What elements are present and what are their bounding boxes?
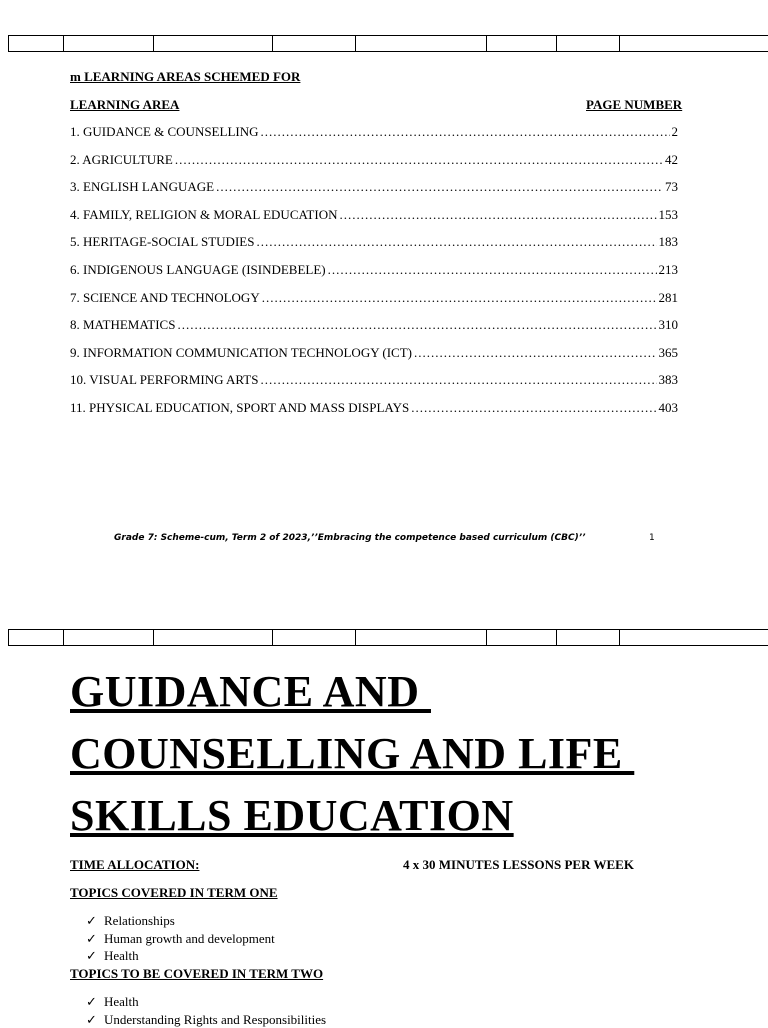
- learning-area-column-header: LEARNING AREA: [70, 97, 179, 113]
- toc-entry-page: 73: [665, 179, 678, 195]
- toc-entry: [70, 124, 678, 140]
- toc-entry-page: 213: [659, 262, 679, 278]
- check-icon: ✓: [86, 993, 104, 1011]
- list-item: ✓ Human growth and development: [86, 930, 275, 948]
- toc-entry-label: 11. PHYSICAL EDUCATION, SPORT AND MASS DISPLAYS: [70, 400, 409, 416]
- toc-heading: m LEARNING AREAS SCHEMED FOR: [70, 69, 300, 85]
- dot-leader: [260, 372, 656, 388]
- list-item: ✓ Health: [86, 947, 275, 965]
- toc-entry-page: 183: [659, 234, 679, 250]
- dot-leader: [414, 345, 657, 361]
- toc-entry-label: 4. FAMILY, RELIGION & MORAL EDUCATION: [70, 207, 337, 223]
- term-one-heading: TOPICS COVERED IN TERM ONE: [70, 885, 278, 901]
- toc-entry: [70, 179, 678, 195]
- list-item: ✓ Understanding Rights and Responsibilities: [86, 1011, 326, 1028]
- dot-leader: [175, 152, 663, 168]
- toc-entry-label: 5. HERITAGE-SOCIAL STUDIES: [70, 234, 254, 250]
- check-icon: ✓: [86, 947, 104, 965]
- toc-entry: [70, 262, 678, 278]
- toc-entry-label: 2. AGRICULTURE: [70, 152, 173, 168]
- toc-entry-page: 42: [665, 152, 678, 168]
- footer-page-number: 1: [649, 533, 655, 543]
- dot-leader: [328, 262, 657, 278]
- list-item: ✓ Relationships: [86, 912, 275, 930]
- toc-entry: [70, 234, 678, 250]
- term-two-heading: TOPICS TO BE COVERED IN TERM TWO: [70, 966, 323, 982]
- term-one-topics: [86, 912, 275, 965]
- toc-entry: [70, 207, 678, 223]
- toc-entry-page: 281: [659, 290, 679, 306]
- dot-leader: [261, 124, 670, 140]
- dot-leader: [216, 179, 663, 195]
- toc-entry-label: 8. MATHEMATICS: [70, 317, 175, 333]
- check-icon: ✓: [86, 912, 104, 930]
- toc-entry-label: 1. GUIDANCE & COUNSELLING: [70, 124, 259, 140]
- title-line: COUNSELLING AND LIFE: [70, 723, 750, 785]
- title-line: GUIDANCE AND: [70, 661, 750, 723]
- toc-entry-page: 403: [659, 400, 679, 416]
- toc-entry-label: 3. ENGLISH LANGUAGE: [70, 179, 214, 195]
- header-table: [8, 35, 768, 52]
- toc-entry: [70, 290, 678, 306]
- toc-entry-page: 153: [659, 207, 679, 223]
- dot-leader: [262, 290, 657, 306]
- toc-entry-page: 2: [672, 124, 679, 140]
- time-allocation-label: TIME ALLOCATION:: [70, 857, 199, 873]
- term-two-topics: [86, 993, 326, 1028]
- dot-leader: [411, 400, 656, 416]
- toc-entry-page: 365: [659, 345, 679, 361]
- header-table: [8, 629, 768, 646]
- dot-leader: [256, 234, 656, 250]
- toc-entry-label: 7. SCIENCE AND TECHNOLOGY: [70, 290, 260, 306]
- toc-entry: [70, 372, 678, 388]
- toc-entry: [70, 400, 678, 416]
- page-number-column-header: PAGE NUMBER: [586, 97, 682, 113]
- time-allocation-value: 4 x 30 MINUTES LESSONS PER WEEK: [403, 857, 634, 873]
- dot-leader: [177, 317, 656, 333]
- toc-entry-page: 383: [659, 372, 679, 388]
- toc-entry: [70, 345, 678, 361]
- footer-text: Grade 7: Scheme-cum, Term 2 of 2023,’’Embracing the competence based curriculum (CBC)’’: [114, 533, 586, 543]
- dot-leader: [339, 207, 656, 223]
- check-icon: ✓: [86, 1011, 104, 1028]
- toc-entry-label: 10. VISUAL PERFORMING ARTS: [70, 372, 258, 388]
- page-title: [70, 661, 750, 847]
- toc-entry-label: 6. INDIGENOUS LANGUAGE (ISINDEBELE): [70, 262, 326, 278]
- list-item: ✓ Health: [86, 993, 326, 1011]
- toc-entry: [70, 317, 678, 333]
- toc-entry-page: 310: [659, 317, 679, 333]
- check-icon: ✓: [86, 930, 104, 948]
- toc-entry-label: 9. INFORMATION COMMUNICATION TECHNOLOGY (ICT): [70, 345, 412, 361]
- toc-entry: [70, 152, 678, 168]
- title-line: SKILLS EDUCATION: [70, 785, 750, 847]
